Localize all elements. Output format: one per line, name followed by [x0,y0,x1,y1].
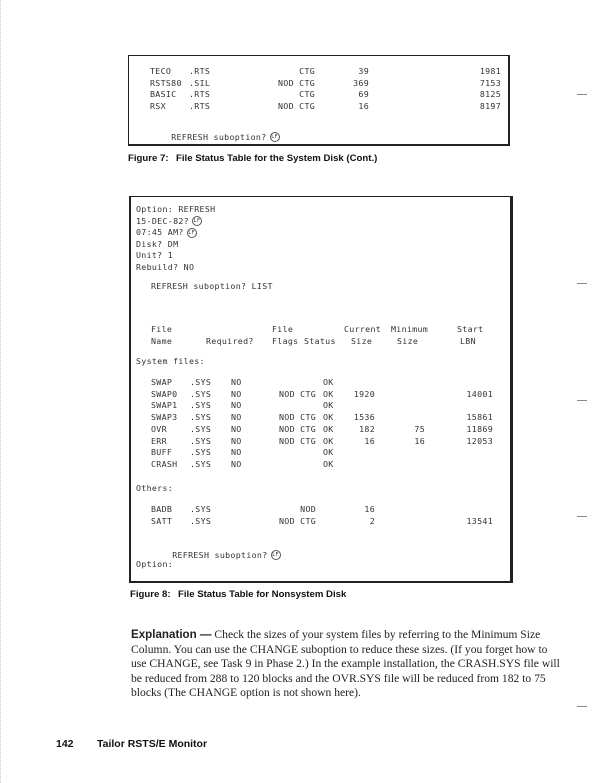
session-line [136,227,197,239]
file-flags: CTG [278,89,316,100]
current-size: 69 [358,89,369,100]
others-label: Others: [136,483,174,493]
file-extension: .SYS [190,377,212,387]
refresh-prompt: REFRESH suboption? LF [171,131,278,142]
file-name: BUFF [151,447,173,458]
start-lbn: 7153 [479,77,501,88]
file-extension: .SIL [189,77,211,88]
running-footer-title: Tailor RSTS/E Monitor [97,738,208,750]
file-extension: .SYS [190,423,212,434]
lf-key-icon: LF [193,218,201,224]
refresh-prompt: REFRESH suboption? LF [172,549,279,560]
current-size: 1920 [353,388,375,399]
file-name: BASIC [150,89,182,100]
lf-key-icon: LF [188,229,195,236]
required-flag: NO [231,447,242,458]
current-size: 1536 [353,412,375,423]
file-status: OK [323,377,334,387]
session-line [136,262,194,274]
explanation-paragraph [131,628,561,701]
session-text: Disk? DM [136,238,179,249]
file-extension: .SYS [190,412,212,423]
session-line [136,239,178,251]
file-status: OK [323,435,334,446]
start-lbn: 8125 [479,89,501,100]
file-extension: .SYS [190,458,212,469]
current-size: 16 [358,100,369,111]
start-lbn: 8197 [479,100,501,111]
file-extension: .RTS [189,100,211,111]
file-flags: NOD CTG [279,412,317,423]
file-status: OK [323,458,334,469]
file-status: OK [323,388,334,399]
required-flag: NO [231,400,242,411]
file-name: CRASH [151,458,178,469]
file-status: OK [323,423,334,434]
file-flags: NOD CTG [279,388,317,399]
session-text: 07:45 AM? [136,227,184,237]
file-status: OK [323,412,334,423]
session-line [136,250,173,262]
session-line [136,204,215,216]
file-flags: NOD CTG [278,100,316,111]
start-lbn: 11869 [466,423,493,434]
figure-8-terminal: Option: REFRESH 15-DEC-82? LF 07:45 AM? LF Disk? DM Unit? 1 Rebuild? NO REFRESH suboption? LIST File Name Required? File Flags Status Current Size Minimum Size Start LBN System files: SWAP .SYS NO OK SWAP0 .SYS NO NOD CTG OK 1920 14001 SWAP1 .SYS NO OK SWAP3 .SYS NO NOD CTG OK 1536 15861 OVR .SYS NO NOD CTG OK 182 75 11869 ERR .SYS NO NOD CTG OK 16 16 12053 BUFF .SYS NO OK CRASH .SYS NO OK Others: BADB .SYS NOD 16 SATT .SYS NOD CTG 2 13541 REFRESH suboption? LF Option: [129,196,513,583]
session-text: 15-DEC-82? [136,215,189,226]
explanation-lead: Explanation — [131,628,212,641]
file-name: SWAP3 [151,412,178,423]
session-text: Rebuild? NO [136,261,195,272]
file-extension: .SYS [190,400,212,411]
minimum-size: 75 [414,423,425,434]
file-extension: .RTS [189,89,211,100]
start-lbn: 15861 [466,412,493,423]
file-extension: .SYS [190,515,212,526]
explanation-body: Check the sizes of your system files by referring to the Minimum Size Column. You can use the CHANGE suboption to reduce these sizes. (If you forget how to use CHANGE, see Task 9 in Phase 2.) In the example installation, the CRASH.SYS file will be reduced from 288 to 120 blocks and the OVR.SYS file will be reduced from 182 to 75 blocks (The CHANGE option is not shown here). [131,628,560,699]
required-flag: NO [231,435,242,446]
file-flags: NOD CTG [279,423,317,434]
suboption-list: REFRESH suboption? LIST [151,281,273,291]
current-size: 182 [359,423,375,434]
lf-key-icon: LF [271,134,278,141]
file-name: BADB [151,504,173,514]
margin-mark [577,94,587,95]
file-flags: NOD CTG [279,515,317,526]
session-text: Unit? 1 [136,250,174,260]
file-name: SWAP [151,377,173,387]
file-flags: NOD CTG [279,435,317,446]
file-extension: .SYS [190,388,212,399]
system-files-label: System files: [136,356,205,366]
file-status: OK [323,447,334,458]
current-size: 16 [364,435,375,446]
file-flags: NOD CTG [278,77,316,88]
start-lbn: 1981 [479,66,501,76]
margin-mark [577,400,587,401]
margin-mark [577,706,587,707]
page-edge [0,0,3,783]
figure-8-caption: Figure 8: File Status Table for Nonsystem Disk [130,589,347,600]
file-name: SWAP0 [151,388,178,399]
file-name: TECO [150,66,182,76]
required-flag: NO [231,412,242,423]
file-flags: NOD [279,504,317,514]
file-flags: CTG [278,66,316,76]
file-name: SWAP1 [151,400,178,411]
lf-key-icon: LF [272,552,279,559]
option-prompt: Option: [136,559,174,569]
file-status: OK [323,400,334,411]
current-size: 369 [353,77,369,88]
file-extension: .SYS [190,435,212,446]
current-size: 2 [369,515,375,526]
file-name: ERR [151,435,167,446]
figure-7-terminal [128,55,510,146]
required-flag: NO [231,377,242,387]
file-extension: .SYS [190,447,212,458]
file-extension: .SYS [190,504,212,514]
file-name: OVR [151,423,167,434]
required-flag: NO [231,423,242,434]
start-lbn: 14001 [466,388,493,399]
required-flag: NO [231,388,242,399]
margin-mark [577,283,587,284]
minimum-size: 16 [414,435,425,446]
figure-7-caption: Figure 7: File Status Table for the System Disk (Cont.) [128,153,378,164]
session-line [136,216,202,228]
current-size: 39 [358,66,369,76]
required-flag: NO [231,458,242,469]
start-lbn: 12053 [466,435,493,446]
file-extension: .RTS [189,66,211,76]
session-text: Option: REFRESH [136,204,216,214]
margin-mark [577,516,587,517]
current-size: 16 [364,504,375,514]
file-name: RSTS80 [150,77,182,88]
page-number: 142 [56,738,74,750]
file-name: RSX [150,100,182,111]
file-name: SATT [151,515,173,526]
start-lbn: 13541 [466,515,493,526]
